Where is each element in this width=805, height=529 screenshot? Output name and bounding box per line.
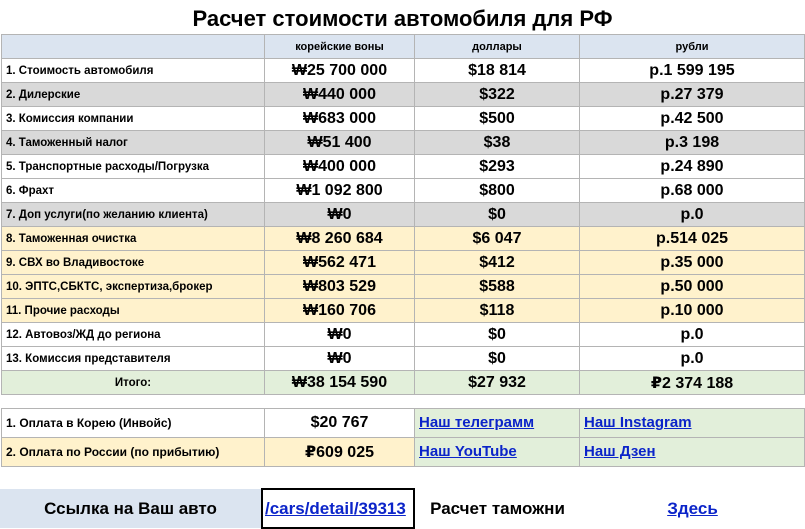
total-krw: ₩38 154 590	[265, 371, 415, 395]
table-row	[2, 59, 805, 83]
payment-russia-value: ₽609 025	[265, 438, 415, 467]
youtube-link[interactable]: Наш YouTube	[419, 443, 517, 460]
row-usd: $0	[415, 347, 580, 371]
table-row	[2, 227, 805, 251]
row-krw: ₩440 000	[265, 83, 415, 107]
row-krw: ₩25 700 000	[265, 59, 415, 83]
instagram-link[interactable]: Наш Instagram	[584, 414, 692, 431]
row-krw: ₩1 092 800	[265, 179, 415, 203]
row-label: 7. Доп услуги(по желанию клиента)	[2, 203, 265, 227]
row-rub: р.35 000	[580, 251, 805, 275]
payment-row-russia	[2, 438, 805, 467]
row-usd: $322	[415, 83, 580, 107]
row-rub: р.0	[580, 323, 805, 347]
row-label: 4. Таможенный налог	[2, 131, 265, 155]
row-label: 6. Фрахт	[2, 179, 265, 203]
row-usd: $500	[415, 107, 580, 131]
customs-calc-link[interactable]: Здесь	[667, 498, 718, 518]
header-row	[2, 35, 805, 59]
row-krw: ₩51 400	[265, 131, 415, 155]
row-rub: р.24 890	[580, 155, 805, 179]
row-label: 11. Прочие расходы	[2, 299, 265, 323]
dzen-link[interactable]: Наш Дзен	[584, 443, 656, 460]
row-usd: $38	[415, 131, 580, 155]
row-krw: ₩0	[265, 347, 415, 371]
row-krw: ₩400 000	[265, 155, 415, 179]
total-usd: $27 932	[415, 371, 580, 395]
row-krw: ₩0	[265, 203, 415, 227]
row-usd: $0	[415, 323, 580, 347]
dzen-link-cell	[580, 438, 805, 467]
table-row	[2, 131, 805, 155]
row-label: 13. Комиссия представителя	[2, 347, 265, 371]
total-rub: ₽2 374 188	[580, 371, 805, 395]
row-krw: ₩683 000	[265, 107, 415, 131]
row-label: 10. ЭПТС,СБКТС, экспертиза,брокер	[2, 275, 265, 299]
payments-table	[1, 408, 805, 467]
table-row	[2, 83, 805, 107]
row-usd: $588	[415, 275, 580, 299]
row-label: 2. Дилерские	[2, 83, 265, 107]
row-usd: $118	[415, 299, 580, 323]
row-rub: р.68 000	[580, 179, 805, 203]
row-label: 9. СВХ во Владивостоке	[2, 251, 265, 275]
payment-korea-value: $20 767	[265, 409, 415, 438]
customs-calc-label: Расчет таможни	[414, 489, 580, 528]
table-row	[2, 155, 805, 179]
row-label: 8. Таможенная очистка	[2, 227, 265, 251]
row-krw: ₩803 529	[265, 275, 415, 299]
table-row	[2, 299, 805, 323]
car-url-cell[interactable]: /cars/detail/39313	[262, 489, 414, 528]
header-rub: рубли	[580, 35, 805, 59]
table-row	[2, 179, 805, 203]
youtube-link-cell	[415, 438, 580, 467]
row-usd: $293	[415, 155, 580, 179]
row-label: 3. Комиссия компании	[2, 107, 265, 131]
row-krw: ₩562 471	[265, 251, 415, 275]
table-row	[2, 107, 805, 131]
table-row	[2, 275, 805, 299]
customs-calc-link-cell	[580, 489, 805, 528]
total-row	[2, 371, 805, 395]
row-rub: р.50 000	[580, 275, 805, 299]
table-row	[2, 251, 805, 275]
row-krw: ₩160 706	[265, 299, 415, 323]
row-rub: р.514 025	[580, 227, 805, 251]
cost-table	[1, 34, 805, 395]
payment-row-korea	[2, 409, 805, 438]
header-krw: корейские воны	[265, 35, 415, 59]
row-rub: р.27 379	[580, 83, 805, 107]
row-rub: р.0	[580, 347, 805, 371]
row-usd: $18 814	[415, 59, 580, 83]
telegram-link[interactable]: Наш телеграмм	[419, 414, 535, 431]
row-rub: р.1 599 195	[580, 59, 805, 83]
row-usd: $0	[415, 203, 580, 227]
table-row	[2, 347, 805, 371]
row-usd: $412	[415, 251, 580, 275]
row-usd: $800	[415, 179, 580, 203]
payment-russia-label: 2. Оплата по России (по прибытию)	[2, 438, 265, 467]
table-row	[2, 203, 805, 227]
sheet-title: Расчет стоимости автомобиля для РФ	[192, 6, 613, 31]
row-label: 5. Транспортные расходы/Погрузка	[2, 155, 265, 179]
row-label: 1. Стоимость автомобиля	[2, 59, 265, 83]
row-krw: ₩8 260 684	[265, 227, 415, 251]
footer-table	[0, 488, 805, 529]
header-blank	[2, 35, 265, 59]
telegram-link-cell	[415, 409, 580, 438]
row-rub: р.0	[580, 203, 805, 227]
header-usd: доллары	[415, 35, 580, 59]
payment-korea-label: 1. Оплата в Корею (Инвойс)	[2, 409, 265, 438]
row-rub: р.10 000	[580, 299, 805, 323]
total-label: Итого:	[2, 371, 265, 395]
row-rub: р.42 500	[580, 107, 805, 131]
instagram-link-cell	[580, 409, 805, 438]
row-krw: ₩0	[265, 323, 415, 347]
table-row	[2, 323, 805, 347]
row-rub: р.3 198	[580, 131, 805, 155]
row-label: 12. Автовоз/ЖД до региона	[2, 323, 265, 347]
car-link-label: Ссылка на Ваш авто	[0, 489, 262, 528]
row-usd: $6 047	[415, 227, 580, 251]
